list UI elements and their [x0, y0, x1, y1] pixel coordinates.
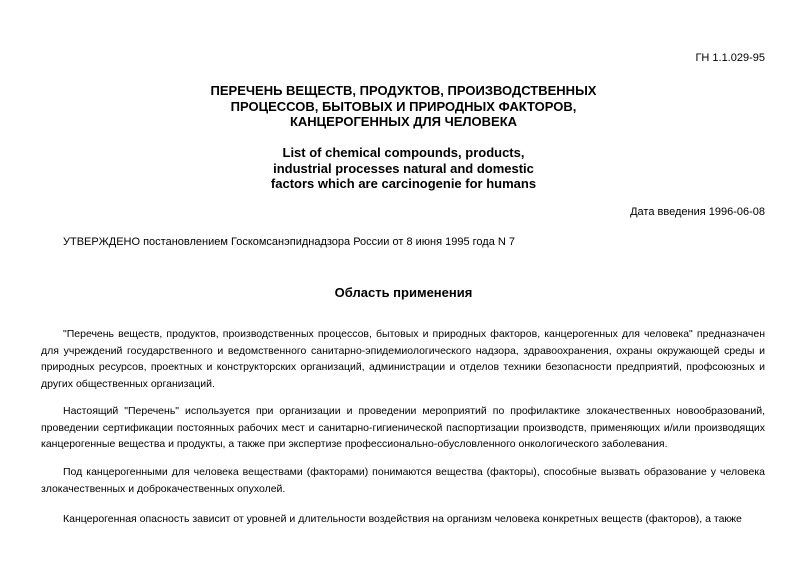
document-title-en — [0, 145, 807, 192]
body-paragraph: "Перечень веществ, продуктов, производственных процессов, бытовых и природных факторов, канцерогенных для человека" предназначен для учреждений государственного и ведомственного санитарно-эпидемиологического надзора, здравоохранения, охраны окружающей среды и природных ресурсов, проектных и конструкторских организаций, администрации и отделов техники безопасности предприятий, профсоюзных и других общественных организаций. — [41, 328, 765, 391]
title-ru-line: ПЕРЕЧЕНЬ ВЕЩЕСТВ, ПРОДУКТОВ, ПРОИЗВОДСТВЕННЫХ — [210, 83, 597, 98]
title-en-line: List of chemical compounds, products, — [282, 145, 525, 160]
document-code: ГН 1.1.029-95 — [695, 52, 765, 64]
body-paragraph: Канцерогенная опасность зависит от уровней и длительности воздействия на организм человека конкретных веществ (факторов), а также — [63, 513, 742, 525]
document-title-ru — [0, 83, 807, 130]
title-ru-line: ПРОЦЕССОВ, БЫТОВЫХ И ПРИРОДНЫХ ФАКТОРОВ, — [230, 98, 577, 114]
effective-date: Дата введения 1996-06-08 — [630, 206, 765, 218]
body-paragraph: Настоящий "Перечень" используется при организации и проведении мероприятий по профилактике злокачественных новообразований, проведении сертификации постоянных рабочих мест и санитарно-гигиенической паспортизации производств, применяющих и/или производящих канцерогенные вещества и продукты, а также при экспертизе профессионально-обусловленного онкологического заболевания. — [41, 405, 765, 451]
approval-statement: УТВЕРЖДЕНО постановлением Госкомсанэпиднадзора России от 8 июня 1995 года N 7 — [63, 236, 516, 248]
title-ru-line: КАНЦЕРОГЕННЫХ ДЛЯ ЧЕЛОВЕКА — [289, 114, 518, 129]
title-en-line: industrial processes natural and domestic — [273, 160, 534, 176]
body-paragraph: Под канцерогенными для человека веществами (факторами) понимаются вещества (факторы), способные вызвать образование у человека злокачественных и доброкачественных опухолей. — [41, 466, 765, 495]
section-heading: Область применения — [334, 285, 473, 300]
title-en-line: factors which are carcinogenie for humans — [270, 176, 537, 191]
